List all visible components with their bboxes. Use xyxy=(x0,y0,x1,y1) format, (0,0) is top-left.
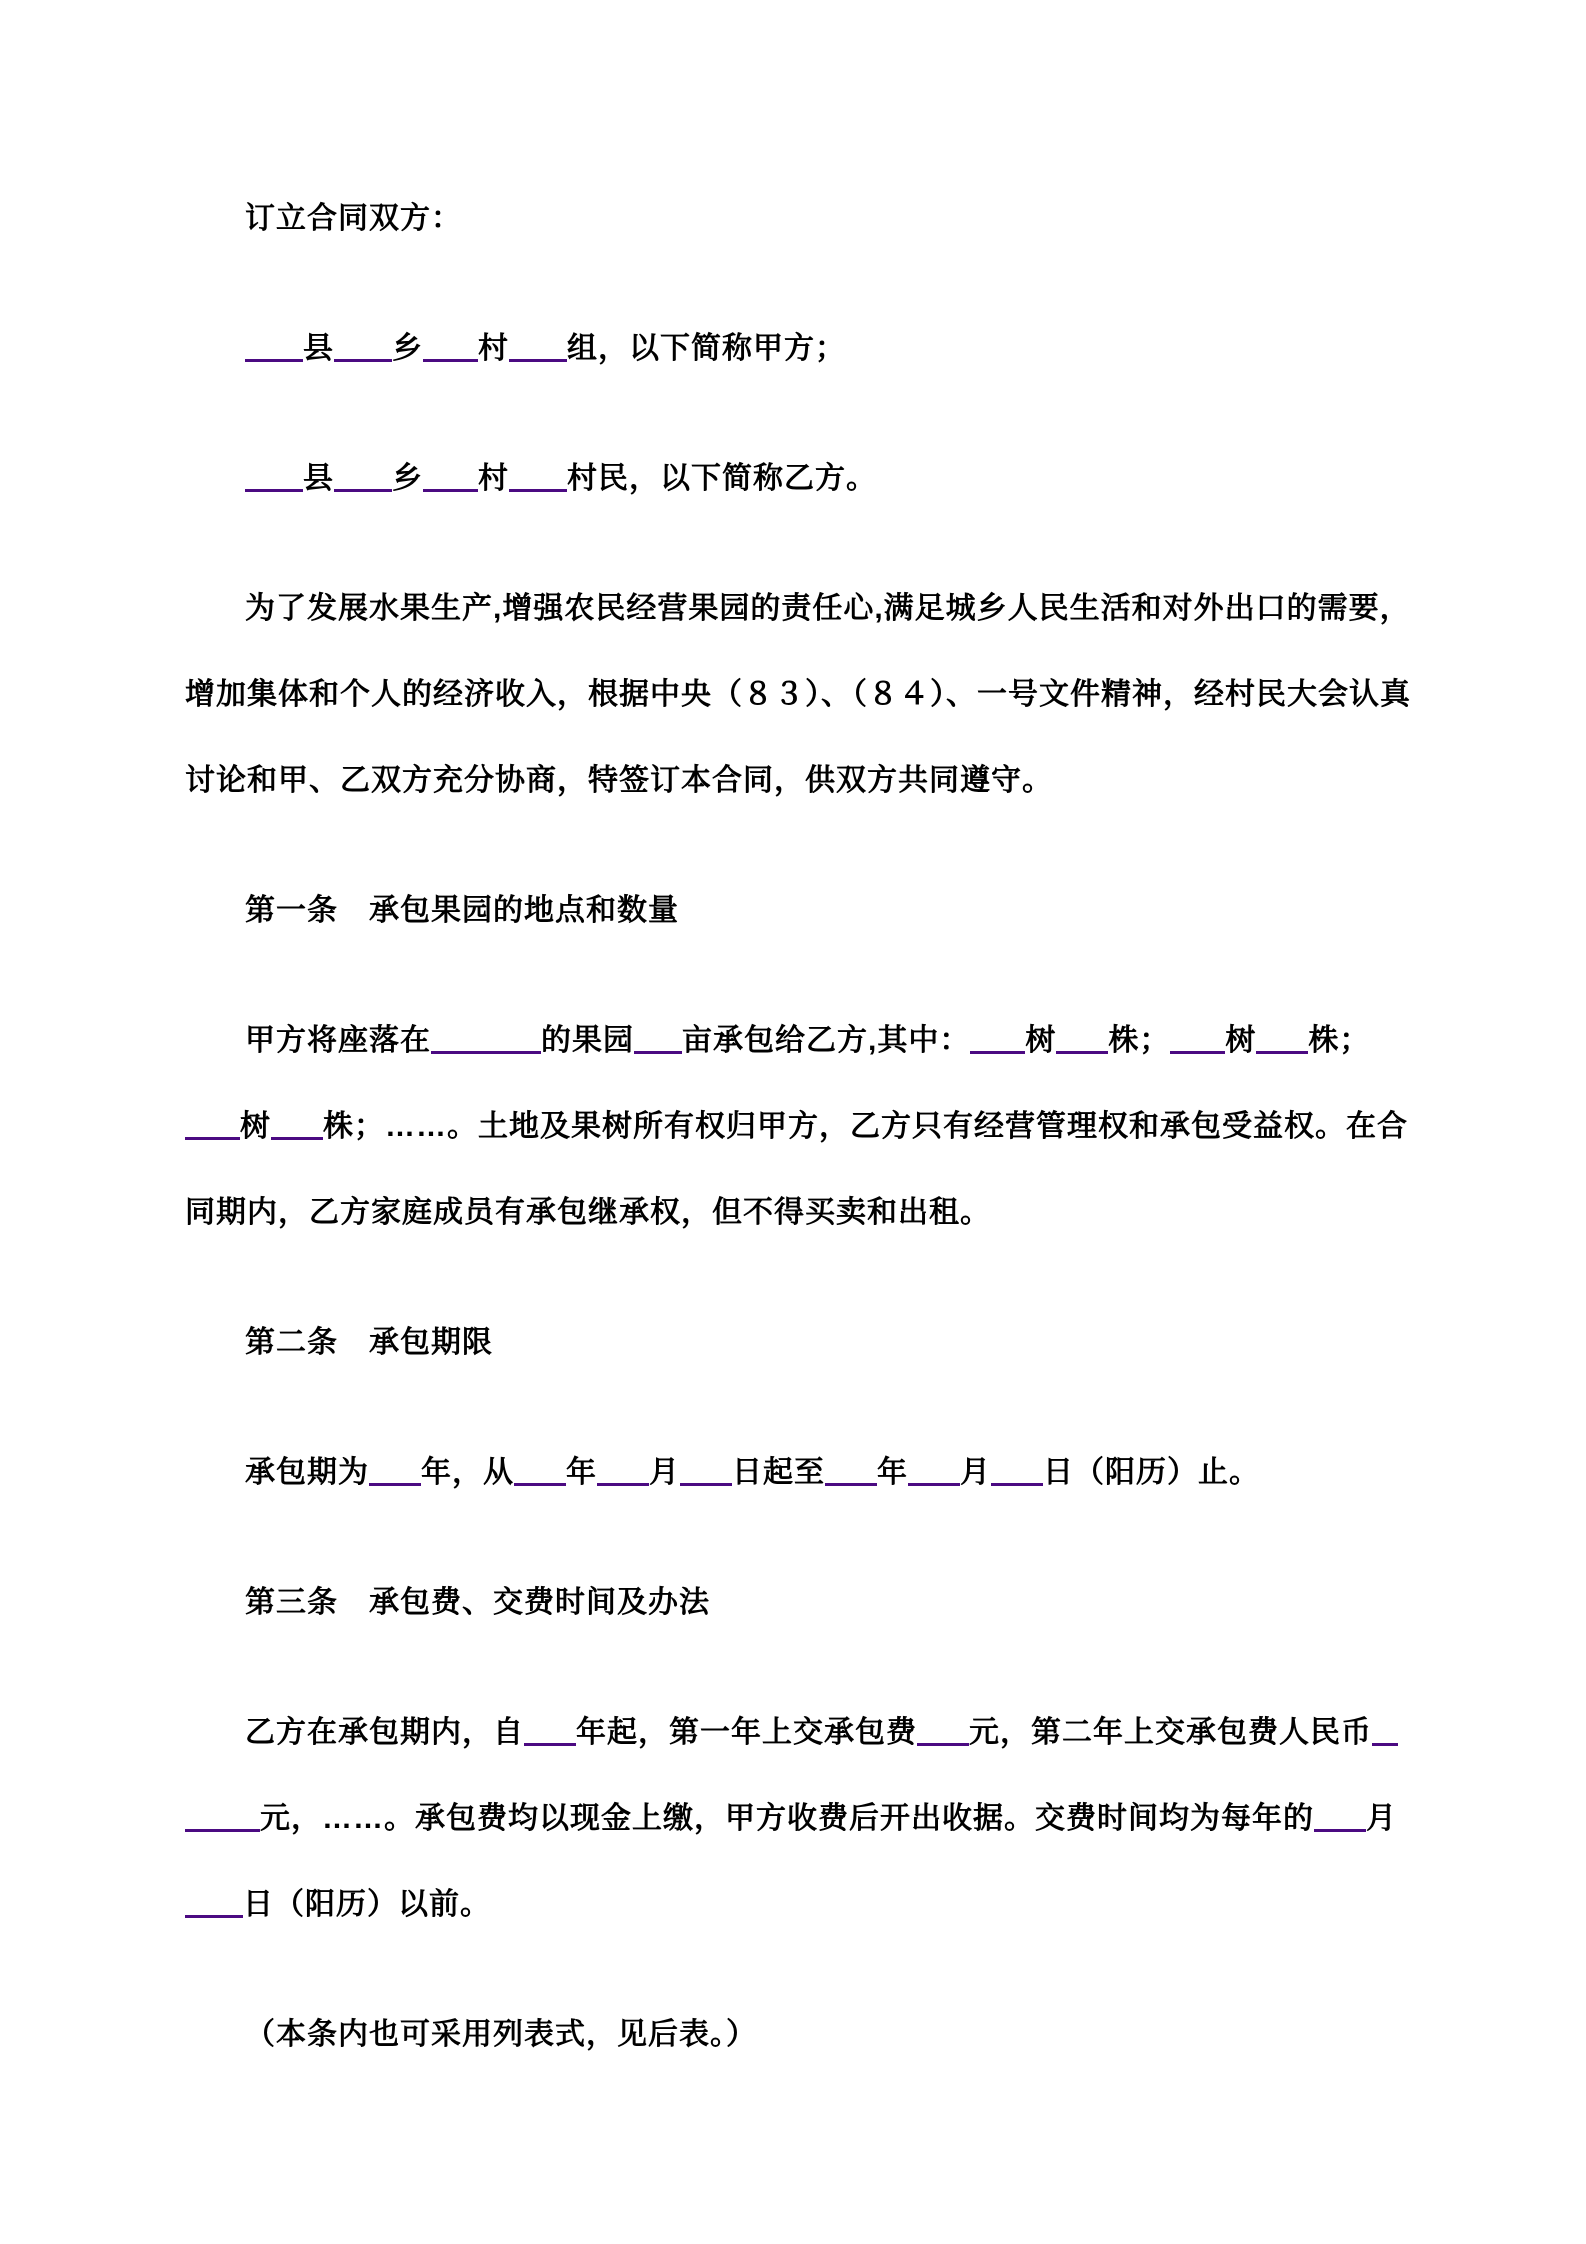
text-run: 乙方在承包期内，自 xyxy=(245,1716,524,1749)
blank-field xyxy=(1056,1045,1108,1054)
blank-field xyxy=(271,1131,323,1140)
text-run: 为了发展水果生产,增强农民经营果园的责任心,满足城乡人民生活和对外出口的需要， xyxy=(245,592,1411,625)
text-run: 年 xyxy=(877,1456,908,1489)
blank-field xyxy=(1372,1737,1398,1746)
text-run: 第一条 承包果园的地点和数量 xyxy=(245,894,679,927)
text-run: 株；……。土地及果树所有权归甲方，乙方只有经营管理权和承包受益权。在合 xyxy=(323,1110,1408,1143)
blank-field xyxy=(245,483,303,492)
text-line xyxy=(185,566,1466,652)
text-run: 村民，以下简称乙方。 xyxy=(567,462,877,495)
text-run: 日（阳历）以前。 xyxy=(243,1888,491,1921)
blank-field xyxy=(1170,1045,1225,1054)
paragraph xyxy=(185,1992,1466,2078)
text-run: 县 xyxy=(303,462,334,495)
text-line xyxy=(185,1992,1466,2078)
text-run: 元，第二年上交承包费人民币 xyxy=(969,1716,1372,1749)
text-line xyxy=(185,652,1466,738)
blank-field xyxy=(634,1045,682,1054)
text-line xyxy=(185,738,1466,824)
blank-field xyxy=(245,353,303,362)
text-run: 日起至 xyxy=(732,1456,825,1489)
paragraph xyxy=(185,998,1466,1256)
blank-field xyxy=(524,1737,576,1746)
blank-field xyxy=(369,1477,421,1486)
text-line xyxy=(185,1170,1466,1256)
text-line xyxy=(185,1862,1466,1948)
text-run: 县 xyxy=(303,332,334,365)
paragraph xyxy=(185,1430,1466,1516)
text-run: 村 xyxy=(478,462,509,495)
text-run: 元，……。承包费均以现金上缴，甲方收费后开出收据。交费时间均为每年的 xyxy=(260,1802,1314,1835)
text-line xyxy=(185,868,1466,954)
text-run: 乡 xyxy=(392,462,423,495)
blank-field xyxy=(509,353,567,362)
text-line xyxy=(185,998,1466,1084)
text-run: 第三条 承包费、交费时间及办法 xyxy=(245,1586,710,1619)
blank-field xyxy=(970,1045,1025,1054)
text-line xyxy=(185,1084,1466,1170)
text-run: 年起，第一年上交承包费 xyxy=(576,1716,917,1749)
blank-field xyxy=(423,353,478,362)
document-body xyxy=(185,176,1466,2078)
blank-field xyxy=(431,1045,541,1054)
text-line xyxy=(185,306,1466,392)
blank-field xyxy=(597,1477,649,1486)
blank-field xyxy=(334,483,392,492)
blank-field xyxy=(423,483,478,492)
text-run: 组，以下简称甲方； xyxy=(567,332,846,365)
text-run: 日（阳历）止。 xyxy=(1043,1456,1260,1489)
text-run: 乡 xyxy=(392,332,423,365)
blank-field xyxy=(185,1909,243,1918)
text-line xyxy=(185,436,1466,522)
paragraph xyxy=(185,306,1466,392)
blank-field xyxy=(509,483,567,492)
text-run: 树 xyxy=(240,1110,271,1143)
text-run: 同期内，乙方家庭成员有承包继承权，但不得买卖和出租。 xyxy=(185,1196,991,1229)
blank-field xyxy=(185,1823,260,1832)
blank-field xyxy=(908,1477,960,1486)
paragraph xyxy=(185,1690,1466,1948)
paragraph xyxy=(185,176,1466,262)
text-run: 承包期为 xyxy=(245,1456,369,1489)
text-run: 甲方将座落在 xyxy=(245,1024,431,1057)
text-run: 株； xyxy=(1308,1024,1371,1057)
blank-field xyxy=(1256,1045,1308,1054)
section-heading xyxy=(185,1560,1466,1646)
text-run: 讨论和甲、乙双方充分协商，特签订本合同，供双方共同遵守。 xyxy=(185,764,1053,797)
text-run: 树 xyxy=(1025,1024,1057,1057)
text-run: 亩承包给乙方,其中： xyxy=(682,1024,971,1057)
text-run: 月 xyxy=(649,1456,680,1489)
text-line xyxy=(185,1690,1466,1776)
blank-field xyxy=(514,1477,566,1486)
blank-field xyxy=(991,1477,1043,1486)
text-run: 月 xyxy=(1366,1802,1397,1835)
blank-field xyxy=(825,1477,877,1486)
text-line xyxy=(185,176,1466,262)
blank-field xyxy=(680,1477,732,1486)
text-line xyxy=(185,1430,1466,1516)
text-line xyxy=(185,1776,1466,1862)
blank-field xyxy=(334,353,392,362)
paragraph xyxy=(185,436,1466,522)
section-heading xyxy=(185,1300,1466,1386)
blank-field xyxy=(1314,1823,1366,1832)
text-run: 树 xyxy=(1225,1024,1257,1057)
text-run: 第二条 承包期限 xyxy=(245,1326,493,1359)
text-run: 月 xyxy=(960,1456,991,1489)
blank-field xyxy=(917,1737,969,1746)
text-run: 订立合同双方： xyxy=(245,202,462,235)
text-run: 的果园 xyxy=(541,1024,634,1057)
text-run: 株； xyxy=(1108,1024,1171,1057)
blank-field xyxy=(185,1131,240,1140)
text-line xyxy=(185,1300,1466,1386)
text-run: 增加集体和个人的经济收入，根据中央（８３）、（８４）、一号文件精神，经村民大会认真 xyxy=(185,678,1411,711)
text-run: 村 xyxy=(478,332,509,365)
text-run: 年，从 xyxy=(421,1456,514,1489)
text-line xyxy=(185,1560,1466,1646)
text-run: 年 xyxy=(566,1456,597,1489)
text-run: （本条内也可采用列表式，见后表。） xyxy=(245,2018,757,2051)
paragraph xyxy=(185,566,1466,824)
section-heading xyxy=(185,868,1466,954)
